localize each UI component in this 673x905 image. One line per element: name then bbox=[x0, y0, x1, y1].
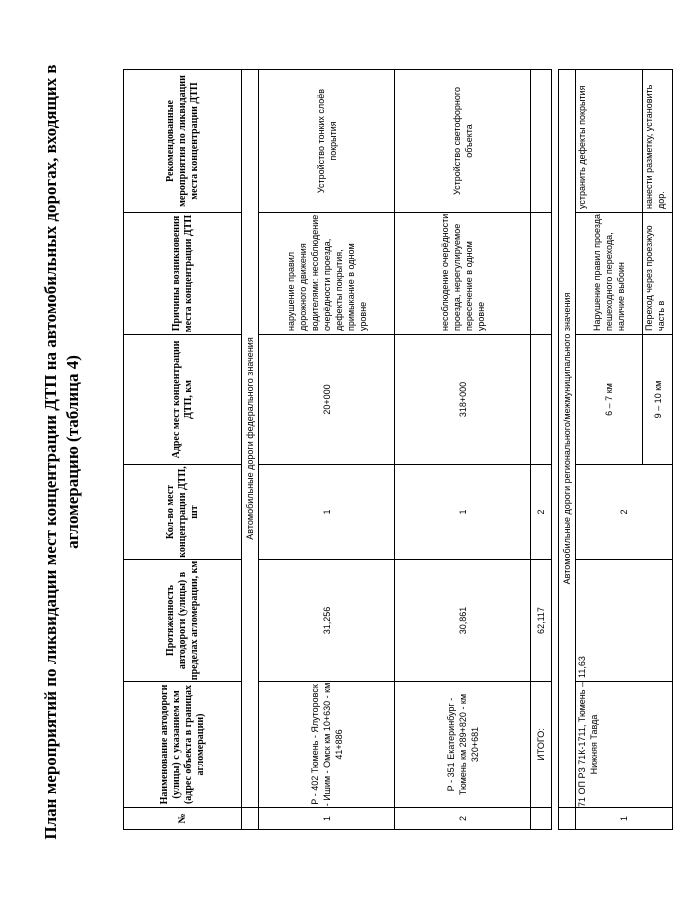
table-row bbox=[259, 70, 395, 830]
rotated-page bbox=[40, 52, 666, 852]
total-length: 62,117 bbox=[531, 560, 552, 682]
cell-address: 20+000 bbox=[259, 335, 395, 465]
cell-causes: несоблюдение очерёдности проезда, нерегулируемое пересечение в одном уровне bbox=[395, 213, 531, 335]
cell-measures: нанести разметку, установить дор. bbox=[643, 70, 673, 213]
total-row bbox=[531, 70, 552, 830]
cell-name: Р - 351 Екатеринбург - Тюмень км 289+820 - км 320+681 bbox=[395, 682, 531, 808]
cell-address: 9 – 10 км bbox=[643, 335, 673, 465]
header-length: Протяженность автодороги (улицы) в пределах агломерации, км bbox=[124, 560, 242, 682]
section-federal: Автомобильные дороги федерального значения bbox=[242, 70, 259, 808]
dtp-measures-table bbox=[123, 69, 673, 830]
page-title: План мероприятий по ликвидации мест концентрации ДТП на автомобильных дорогах, входящих в агломерацию (таблица 4) bbox=[41, 64, 82, 840]
cell-name: 71 ОП РЗ 71К-1711, Тюмень – Нижняя Тавда bbox=[576, 682, 673, 808]
header-row bbox=[124, 70, 242, 830]
header-count: Кол-во мест концентрации ДТП, шт bbox=[124, 465, 242, 560]
header-causes: Причины возникновения места концентрации ДТП bbox=[124, 213, 242, 335]
section-gap bbox=[552, 70, 559, 830]
cell-name: Р - 402 Тюмень - Ялуторовск - Ишим - Омск км 10+630 - км 41+886 bbox=[259, 682, 395, 808]
cell-count: 1 bbox=[259, 465, 395, 560]
cell-causes: Нарушение правил проезда пешеходного перехода, наличие выбоин bbox=[576, 213, 643, 335]
header-num: № bbox=[124, 808, 242, 830]
table-row bbox=[395, 70, 531, 830]
cell-causes: Переход через проезжую часть в bbox=[643, 213, 673, 335]
section-regional: Автомобильные дороги регионального/межмуниципального значения bbox=[559, 70, 576, 808]
cell-num: 1 bbox=[259, 808, 395, 830]
cell-num: 1 bbox=[576, 808, 673, 830]
cell-measures: Устройство светофорного объекта bbox=[395, 70, 531, 213]
total-label: ИТОГО: bbox=[531, 682, 552, 808]
cell-address: 318+000 bbox=[395, 335, 531, 465]
cell-count: 2 bbox=[576, 465, 673, 560]
header-name: Наименование автодороги (улицы) с указанием км (адрес объекта в границах агломерации) bbox=[124, 682, 242, 808]
total-count: 2 bbox=[531, 465, 552, 560]
section-regional-row bbox=[559, 70, 576, 830]
cell-measures: Устройство тонких слоёв покрытия bbox=[259, 70, 395, 213]
header-address: Адрес мест концентрации ДТП, км bbox=[124, 335, 242, 465]
section-federal-row bbox=[242, 70, 259, 830]
cell-count: 1 bbox=[395, 465, 531, 560]
cell-causes: нарушение правил дорожного движения водителями: несоблюдение очерёдности проезда, дефекты покрытия, примыкание в одном уровне bbox=[259, 213, 395, 335]
cell-length: 31,256 bbox=[259, 560, 395, 682]
cell-length: 11,63 bbox=[576, 560, 673, 682]
table-row bbox=[576, 70, 643, 830]
cell-length: 30,861 bbox=[395, 560, 531, 682]
header-measures: Рекомендованные мероприятия по ликвидации места концентрации ДТП bbox=[124, 70, 242, 213]
cell-num: 2 bbox=[395, 808, 531, 830]
cell-address: 6 – 7 км bbox=[576, 335, 643, 465]
cell-measures: устранить дефекты покрытия bbox=[576, 70, 643, 213]
